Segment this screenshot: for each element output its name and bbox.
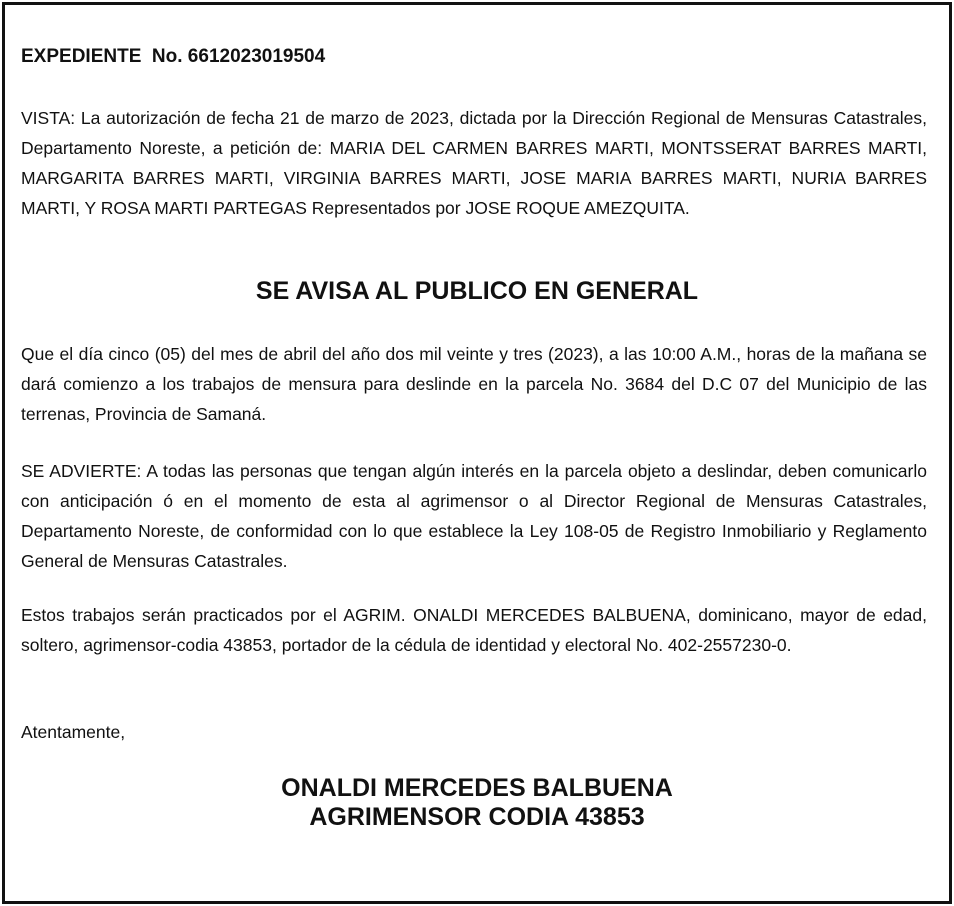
- vista-paragraph: VISTA: La autorización de fecha 21 de marzo de 2023, dictada por la Dirección Regional de Mensuras Catastrales, Departamento Noreste, a petición de: MARIA DEL CARMEN BARRES MARTI, MONTSSERAT BARRES MARTI, MARGARITA BARRES MARTI, VIRGINIA BARRES MARTI, JOSE MARIA BARRES MARTI, NURIA BARRES MARTI, Y ROSA MARTI PARTEGAS Representados por JOSE ROQUE AMEZQUITA.: [21, 108, 927, 218]
- closing-text: Atentamente,: [21, 722, 126, 742]
- signature-name: ONALDI MERCEDES BALBUENA: [281, 774, 673, 802]
- signature-title: AGRIMENSOR CODIA 43853: [309, 803, 645, 831]
- expediente-number: EXPEDIENTE No. 6612023019504: [21, 46, 326, 67]
- warning-paragraph: SE ADVIERTE: A todas las personas que tengan algún interés en la parcela objeto a deslindar, deben comunicarlo con anticipación ó en el momento de esta al agrimensor o al Director Regional de Mensuras Catastrales, Departamento Noreste, de conformidad con lo que establece la Ley 108-05 de Registro Inmobiliario y Reglamento General de Mensuras Catastrales.: [21, 461, 927, 571]
- signature-block: [5, 774, 949, 832]
- surveyor-paragraph: Estos trabajos serán practicados por el AGRIM. ONALDI MERCEDES BALBUENA, dominicano, mayor de edad, soltero, agrimensor-codia 43853, portador de la cédula de identidad y electoral No. 402-2557230-0.: [21, 605, 927, 655]
- legal-notice: [2, 2, 952, 904]
- notice-headline: SE AVISA AL PUBLICO EN GENERAL: [255, 277, 699, 305]
- schedule-paragraph: Que el día cinco (05) del mes de abril del año dos mil veinte y tres (2023), a las 10:00 A.M., horas de la mañana se dará comienzo a los trabajos de mensura para deslinde en la parcela No. 3684 del D.C 07 del Municipio de las terrenas, Provincia de Samaná.: [21, 344, 927, 424]
